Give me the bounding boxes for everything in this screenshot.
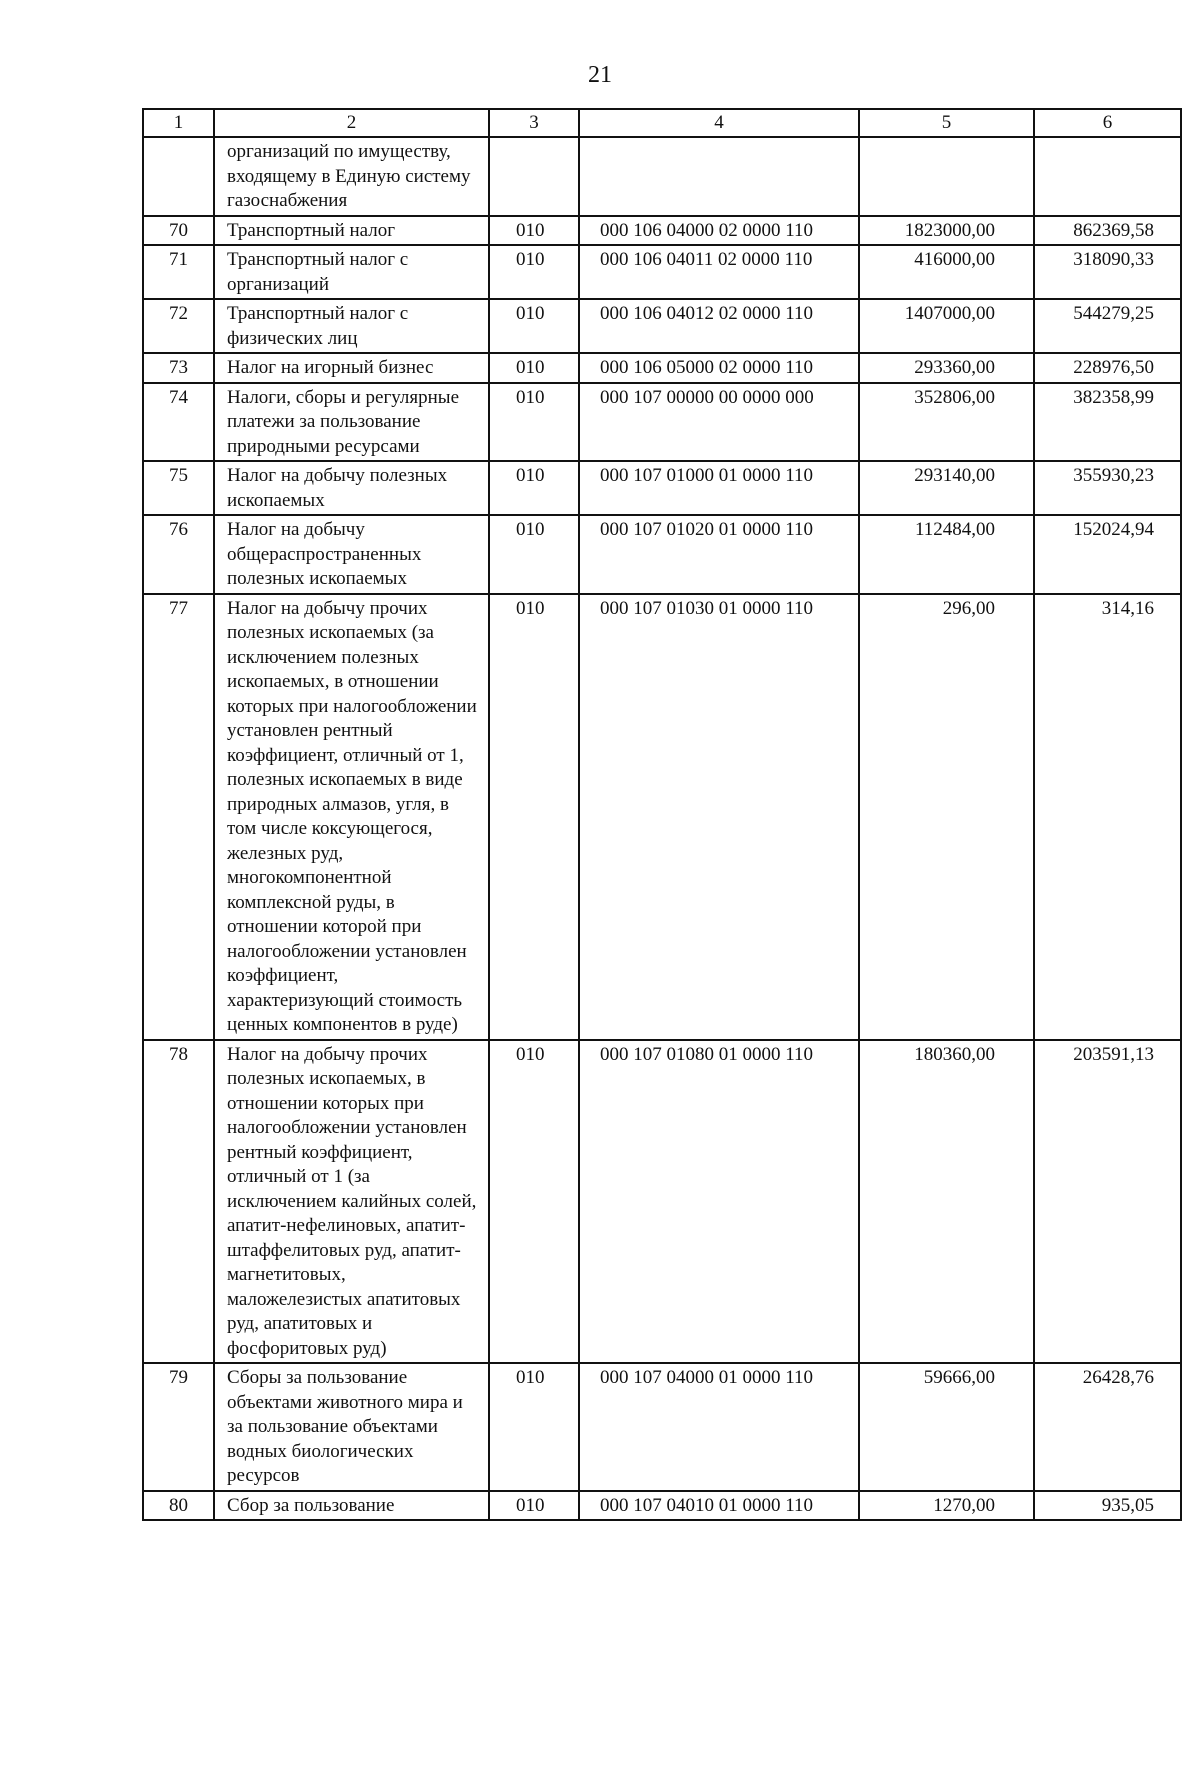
row-name: Налог на добычу общераспространенных полезных ископаемых (214, 515, 489, 594)
row-plan: 293140,00 (859, 461, 1034, 515)
table-row (143, 383, 1181, 462)
row-name: Налоги, сборы и регулярные платежи за пользование природными ресурсами (214, 383, 489, 462)
row-plan: 1823000,00 (859, 216, 1034, 246)
row-code (489, 137, 579, 216)
page-number: 21 (588, 62, 612, 88)
row-kbk: 000 106 05000 02 0000 110 (579, 353, 859, 383)
row-fact: 318090,33 (1034, 245, 1181, 299)
row-code: 010 (489, 299, 579, 353)
header-col-6: 6 (1034, 109, 1181, 137)
row-name: Сборы за пользование объектами животного мира и за пользование объектами водных биологических ресурсов (214, 1363, 489, 1491)
row-fact: 382358,99 (1034, 383, 1181, 462)
row-plan: 1407000,00 (859, 299, 1034, 353)
row-fact: 228976,50 (1034, 353, 1181, 383)
row-name: организаций по имуществу, входящему в Единую систему газоснабжения (214, 137, 489, 216)
budget-table (142, 108, 1182, 1521)
row-number: 70 (143, 216, 214, 246)
table-row (143, 461, 1181, 515)
row-name: Налог на игорный бизнес (214, 353, 489, 383)
row-fact: 935,05 (1034, 1491, 1181, 1521)
row-number: 80 (143, 1491, 214, 1521)
row-kbk: 000 107 01000 01 0000 110 (579, 461, 859, 515)
row-plan: 416000,00 (859, 245, 1034, 299)
row-plan: 293360,00 (859, 353, 1034, 383)
row-name: Налог на добычу полезных ископаемых (214, 461, 489, 515)
row-name: Сбор за пользование (214, 1491, 489, 1521)
table-row (143, 1491, 1181, 1521)
row-kbk: 000 107 01020 01 0000 110 (579, 515, 859, 594)
header-col-3: 3 (489, 109, 579, 137)
row-number: 71 (143, 245, 214, 299)
table-row (143, 1040, 1181, 1364)
row-fact: 152024,94 (1034, 515, 1181, 594)
row-name: Налог на добычу прочих полезных ископаемых (за исключением полезных ископаемых, в отношении которых при налогообложении установлен рентный коэффициент, отличный от 1, полезных ископаемых в виде природных алмазов, угля, в том числе коксующегося, железных руд, многокомпонентной комплексной руды, в отношении которой при налогообложении установлен коэффициент, характеризующий стоимость ценных компонентов в руде) (214, 594, 489, 1040)
row-code: 010 (489, 461, 579, 515)
row-code: 010 (489, 383, 579, 462)
row-number: 74 (143, 383, 214, 462)
row-name: Транспортный налог с организаций (214, 245, 489, 299)
row-name: Транспортный налог с физических лиц (214, 299, 489, 353)
row-plan (859, 137, 1034, 216)
row-plan: 112484,00 (859, 515, 1034, 594)
row-fact: 203591,13 (1034, 1040, 1181, 1364)
row-fact (1034, 137, 1181, 216)
row-code: 010 (489, 216, 579, 246)
table-row (143, 1363, 1181, 1491)
table-row (143, 515, 1181, 594)
row-number: 77 (143, 594, 214, 1040)
row-kbk: 000 106 04012 02 0000 110 (579, 299, 859, 353)
row-fact: 26428,76 (1034, 1363, 1181, 1491)
row-number (143, 137, 214, 216)
row-kbk: 000 107 00000 00 0000 000 (579, 383, 859, 462)
header-col-1: 1 (143, 109, 214, 137)
row-kbk: 000 106 04011 02 0000 110 (579, 245, 859, 299)
row-kbk: 000 107 04010 01 0000 110 (579, 1491, 859, 1521)
row-fact: 314,16 (1034, 594, 1181, 1040)
table-body (143, 137, 1181, 1520)
row-code: 010 (489, 1491, 579, 1521)
table-row (143, 299, 1181, 353)
row-code: 010 (489, 515, 579, 594)
row-fact: 544279,25 (1034, 299, 1181, 353)
table-row (143, 594, 1181, 1040)
row-plan: 180360,00 (859, 1040, 1034, 1364)
row-plan: 296,00 (859, 594, 1034, 1040)
table-row (143, 353, 1181, 383)
row-plan: 352806,00 (859, 383, 1034, 462)
table-row (143, 216, 1181, 246)
header-col-5: 5 (859, 109, 1034, 137)
row-name: Налог на добычу прочих полезных ископаемых, в отношении которых при налогообложении установлен рентный коэффициент, отличный от 1 (за исключением калийных солей, апатит-нефелиновых, апатит-штаффелитовых руд, апатит-магнетитовых, маложелезистых апатитовых руд, апатитовых и фосфоритовых руд) (214, 1040, 489, 1364)
row-kbk: 000 107 04000 01 0000 110 (579, 1363, 859, 1491)
table-row (143, 245, 1181, 299)
row-number: 72 (143, 299, 214, 353)
row-fact: 862369,58 (1034, 216, 1181, 246)
row-code: 010 (489, 245, 579, 299)
table-row (143, 137, 1181, 216)
header-col-4: 4 (579, 109, 859, 137)
row-number: 75 (143, 461, 214, 515)
row-kbk: 000 107 01080 01 0000 110 (579, 1040, 859, 1364)
row-number: 76 (143, 515, 214, 594)
row-kbk: 000 106 04000 02 0000 110 (579, 216, 859, 246)
row-code: 010 (489, 1363, 579, 1491)
row-kbk: 000 107 01030 01 0000 110 (579, 594, 859, 1040)
row-code: 010 (489, 594, 579, 1040)
row-kbk (579, 137, 859, 216)
header-col-2: 2 (214, 109, 489, 137)
row-fact: 355930,23 (1034, 461, 1181, 515)
row-code: 010 (489, 1040, 579, 1364)
row-plan: 1270,00 (859, 1491, 1034, 1521)
row-number: 79 (143, 1363, 214, 1491)
row-name: Транспортный налог (214, 216, 489, 246)
row-number: 78 (143, 1040, 214, 1364)
row-code: 010 (489, 353, 579, 383)
row-plan: 59666,00 (859, 1363, 1034, 1491)
header-row (143, 109, 1181, 137)
row-number: 73 (143, 353, 214, 383)
